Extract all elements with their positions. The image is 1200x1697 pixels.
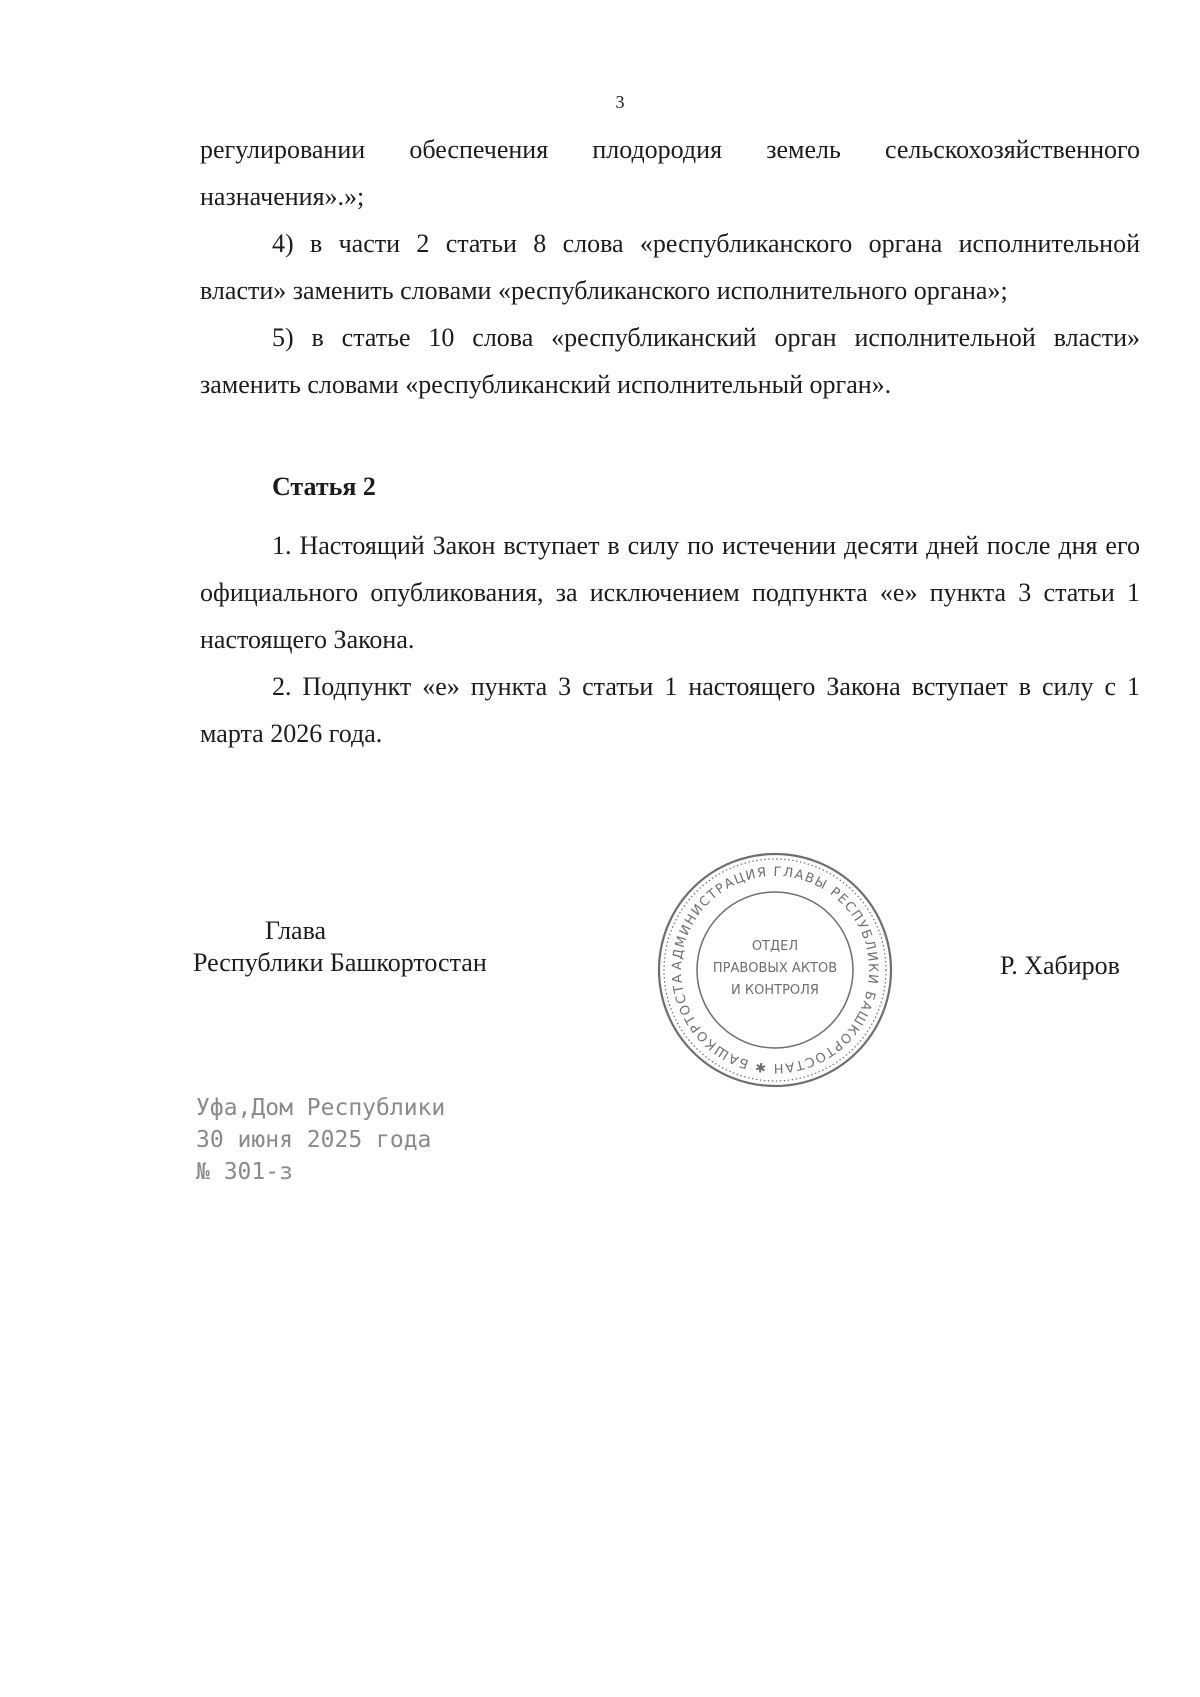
article-2-body [200,522,1140,757]
date-line: 30 июня 2025 года [196,1127,432,1153]
seal-center-line-1: ОТДЕЛ [751,939,799,954]
seal-center-line-2: ПРАВОВЫХ АКТОВ [712,961,838,976]
official-seal [655,850,895,1090]
item-5-paragraph: 5) в статье 10 слова «республиканский орган исполнительной власти» заменить словами «республиканский исполнительный орган». [200,323,1140,399]
signatory-name: Р. Хабиров [1000,951,1120,980]
article-2-paragraph-1: 1. Настоящий Закон вступает в силу по истечении десяти дней после дня его официального опубликования, за исключением подпункта «е» пункта 3 статьи 1 настоящего Закона. [200,531,1140,654]
page-number: 3 [615,92,625,112]
signatory-title [193,915,487,979]
seal-outer-text: АДМИНИСТРАЦИЯ ГЛАВЫ РЕСПУБЛИКИ БАШКОРТОСТАН ✱ БАШКОРТОСТА [669,864,881,1076]
article-2-paragraph-2: 2. Подпункт «е» пункта 3 статьи 1 настоящего Закона вступает в силу с 1 марта 2026 года. [200,672,1140,748]
seal-center-line-3: И КОНТРОЛЯ [731,983,819,998]
article-1-continuation [200,126,1140,408]
seal-graphic [655,850,895,1090]
article-2-heading: Статья 2 [272,472,376,501]
item-4-paragraph: 4) в части 2 статьи 8 слова «республиканского органа исполнительной власти» заменить словами «республиканского исполнительного органа»; [200,229,1140,305]
signatory-title-line-2: Республики Башкортостан [193,948,487,977]
place-date-number-stamp [196,1092,445,1188]
place-line: Уфа,Дом Республики [196,1095,446,1121]
law-number-line: № 301-з [196,1159,293,1185]
continuation-paragraph: регулировании обеспечения плодородия земель сельскохозяйственного назначения».»; [200,135,1140,211]
signatory-title-line-1: Глава [265,916,327,945]
